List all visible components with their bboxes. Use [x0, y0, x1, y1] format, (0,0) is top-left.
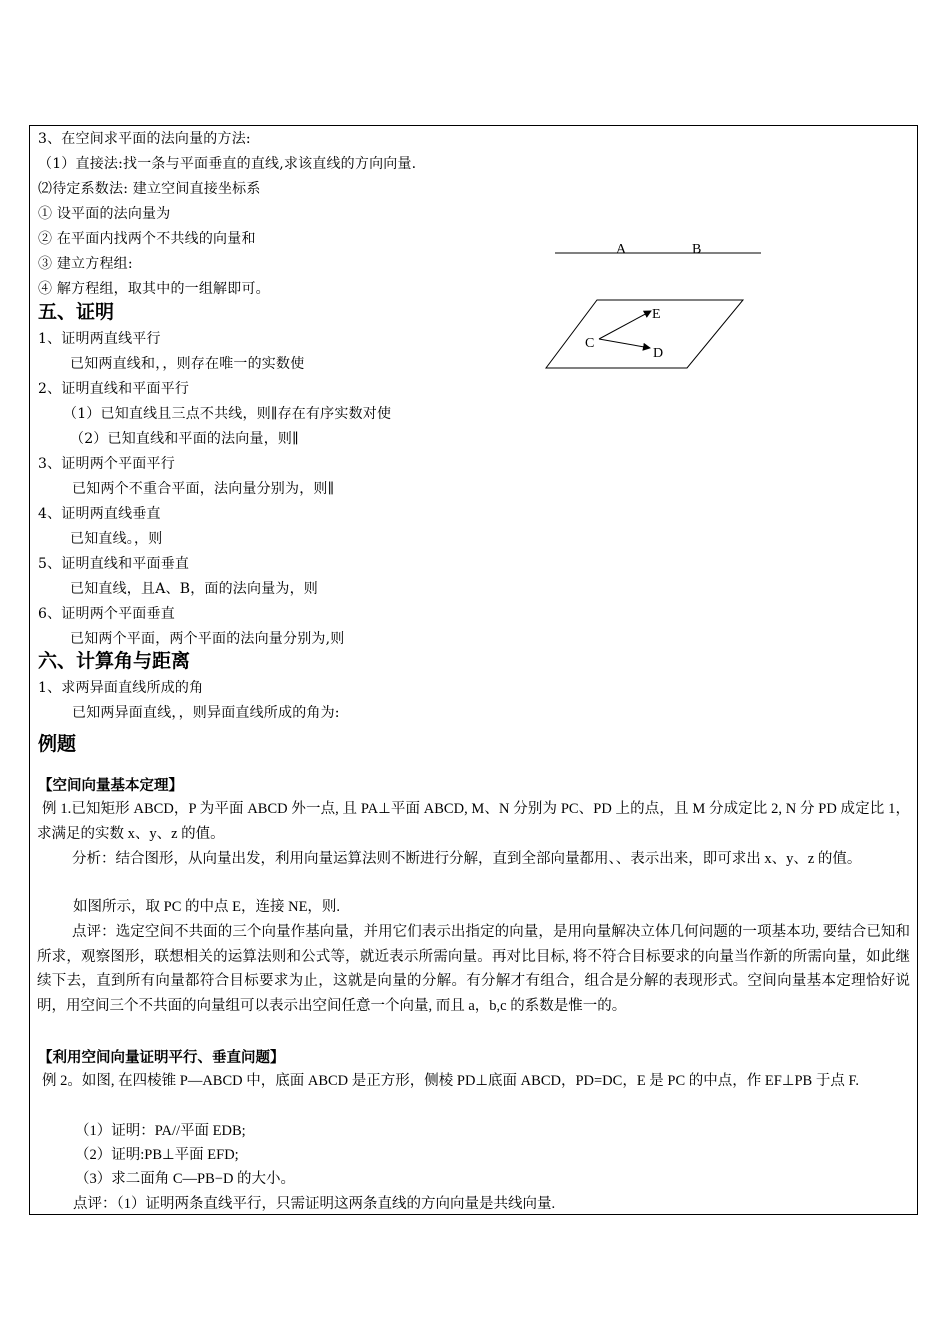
method-title: 3、在空间求平面的法向量的方法:: [38, 131, 251, 147]
example-1-analysis: 分析：结合图形，从向量出发，利用向量运算法则不断进行分解，直到全部向量都用、、表示出来，即可求出 x、y、z 的值。: [72, 851, 862, 867]
proof-item: 6、证明两个平面垂直: [38, 606, 175, 622]
label-c: C: [585, 336, 595, 351]
topic-basic-theorem: 【空间向量基本定理】: [38, 778, 183, 794]
section-6-heading: 六、计算角与距离: [38, 650, 191, 672]
proof-text: 已知直线，且A、B，面的法向量为，则: [70, 581, 318, 597]
method-step-1: ① 设平面的法向量为: [38, 206, 171, 222]
method-step-2: ② 在平面内找两个不共线的向量和: [38, 231, 256, 247]
proof-item: 5、证明直线和平面垂直: [38, 556, 190, 572]
method-item-direct: （1）直接法:找一条与平面垂直的直线,求该直线的方向向量.: [38, 156, 417, 172]
examples-heading: 例题: [38, 733, 77, 755]
plane-vector-figure: [540, 235, 770, 375]
label-b: B: [692, 242, 702, 257]
proof-text: 已知直线。，则: [70, 531, 163, 547]
method-step-3: ③ 建立方程组:: [38, 256, 133, 272]
proof-item: 1、证明两直线平行: [38, 331, 161, 347]
label-a: A: [616, 242, 627, 257]
example-2-part-1: （1）证明：PA//平面 EDB;: [75, 1123, 246, 1139]
topic-parallel-perpendicular: 【利用空间向量证明平行、垂直问题】: [38, 1050, 285, 1066]
label-e: E: [652, 307, 661, 322]
proof-text: （2）已知直线和平面的法向量，则∥: [70, 431, 299, 447]
example-2-part-3: （3）求二面角 C—PB−D 的大小。: [75, 1171, 296, 1187]
proof-text: 已知两个平面，两个平面的法向量分别为,则: [70, 631, 345, 647]
plane-parallelogram: [546, 300, 743, 368]
example-1-text: 例 1.已知矩形 ABCD，P 为平面 ABCD 外一点, 且 PA⊥平面 ABCD, M、N 分别为 PC、PD 上的点，且 M 分成定比 2, N 分 PD 成定比 1，求满足的实数 x、y、z 的值。: [37, 801, 910, 842]
vector-ce: [599, 311, 651, 339]
proof-text: 已知两直线和，，则存在唯一的实数使: [70, 356, 305, 372]
proof-item: 4、证明两直线垂直: [38, 506, 161, 522]
proof-text: （1）已知直线且三点不共线，则∥存在有序实数对使: [63, 406, 392, 422]
example-2-part-2: （2）证明:PB⊥平面 EFD;: [75, 1147, 239, 1163]
proof-item: 2、证明直线和平面平行: [38, 381, 190, 397]
example-1-comment: 点评：选定空间不共面的三个向量作基向量，并用它们表示出指定的向量，是用向量解决立体几何问题的一项基本功, 要结合已知和所求，观察图形，联想相关的运算法则和公式等，就近表示所需向量。再对比目标, 将不符合目标要求的向量当作新的所需向量，如此继续下去，直到所有向量都符合目标要求为止，这就是向量的分解。有分解才有组合，组合是分解的表现形式。空间向量基本定理恰好说明，用空间三个不共面的向量组可以表示出空间任意一个向量, 而且 a，b,c 的系数是惟一的。: [37, 924, 910, 1014]
section-5-heading: 五、证明: [38, 301, 115, 323]
proof-text: 已知两个不重合平面，法向量分别为，则∥: [72, 481, 335, 497]
angle-item: 1、求两异面直线所成的角: [38, 680, 204, 696]
example-2-comment: 点评：（1）证明两条直线平行，只需证明这两条直线的方向向量是共线向量.: [73, 1196, 556, 1212]
method-step-4: ④ 解方程组，取其中的一组解即可。: [38, 281, 270, 297]
vector-cd: [599, 339, 650, 348]
example-2-text: 例 2。如图, 在四棱锥 P—ABCD 中，底面 ABCD 是正方形，侧棱 PD⊥底面 ABCD，PD=DC，E 是 PC 的中点，作 EF⊥PB 于点 F.: [42, 1073, 859, 1089]
label-d: D: [653, 346, 664, 361]
proof-item: 3、证明两个平面平行: [38, 456, 175, 472]
method-item-undetermined: ⑵待定系数法: 建立空间直接坐标系: [38, 181, 261, 197]
example-1-solution: 如图所示，取 PC 的中点 E，连接 NE，则.: [73, 899, 341, 915]
angle-text: 已知两异面直线，，则异面直线所成的角为:: [72, 705, 340, 721]
